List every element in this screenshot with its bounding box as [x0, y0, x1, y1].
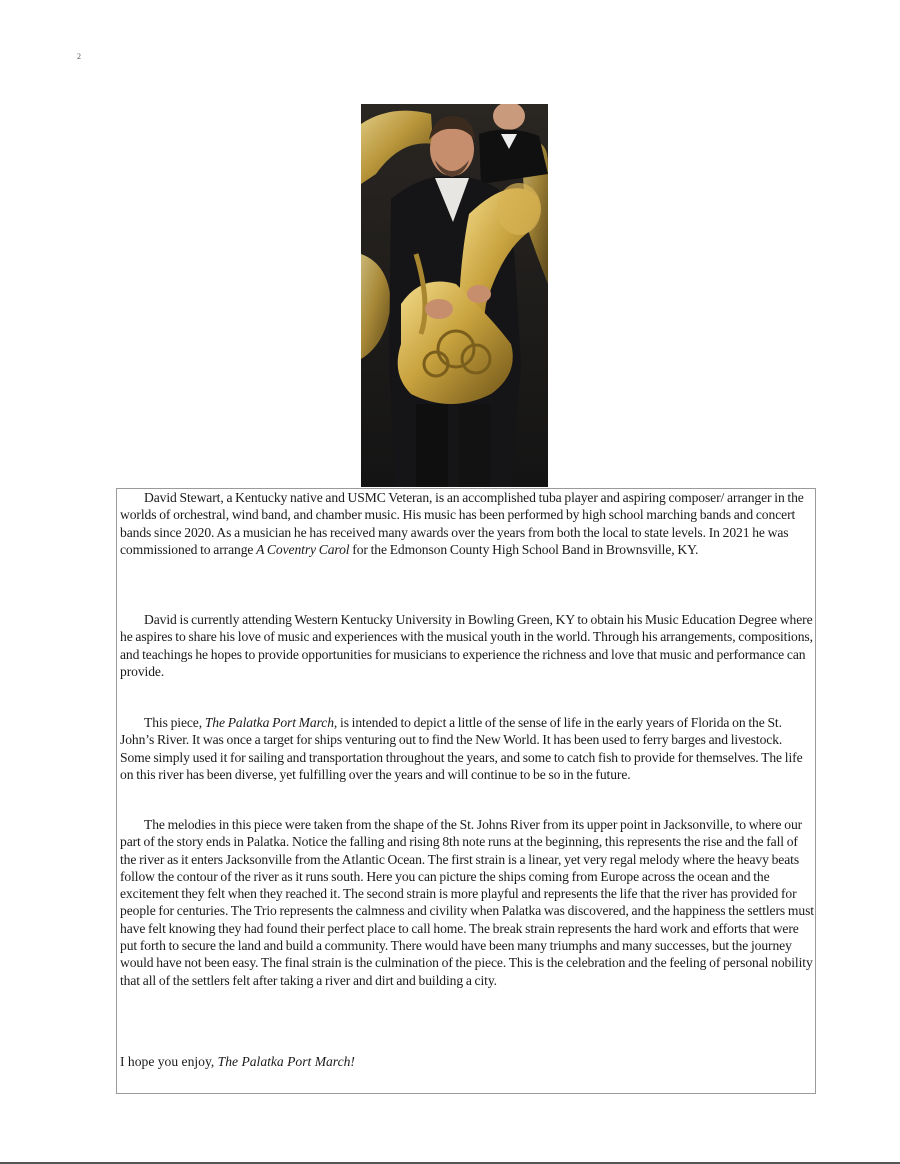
bio-p1-title: A Coventry Carol [256, 541, 350, 557]
bio-p3-title: The Palatka Port March [204, 715, 334, 730]
closing-title: The Palatka Port March! [217, 1054, 355, 1069]
bio-paragraph-1 [120, 489, 814, 558]
portrait-illustration [361, 104, 548, 487]
closing-line [120, 1053, 814, 1070]
closing-text: I hope you enjoy, [120, 1054, 218, 1069]
bio-p1-text-after: for the Edmonson County High School Band in Brownsville, KY. [349, 541, 699, 557]
portrait-photo [361, 104, 548, 487]
bio-paragraph-4: The melodies in this piece were taken from the shape of the St. Johns River from its upper point in Jacksonville, to where our part of the story ends in Palatka. Notice the falling and rising 8th note runs at the beginning, this represents the rise and the fall of the river as it enters Jacksonville from the Atlantic Ocean. The first strain is a linear, yet very regal melody where the heavy beats follow the contour of the river as it runs south. Here you can picture the ships coming from Europe across the ocean and the excitement they felt when they reached it. The second strain is more playful and represents the life that the river has provided for people for centuries. The Trio represents the calmness and civility when Palatka was discovered, and the happiness the settlers must have felt knowing they had found their perfect place to call home. The break strain represents the hard work and efforts that were put forth to secure the land and build a community. There would have been many triumphs and many successes, but the journey would have not been easy. The final strain is the culmination of the piece. This is the celebration and the feeling of personal nobility that all of the settlers felt after taking a river and dirt and building a city. [120, 817, 814, 988]
bio-paragraph-2: David is currently attending Western Kentucky University in Bowling Green, KY to obtain his Music Education Degree where he aspires to share his love of music and experiences with the musical youth in the world. Through his arrangements, compositions, and teachings he hopes to provide opportunities for musicians to experience the richness and love that music and performance can provide. [120, 612, 813, 679]
bio-p3-text-before: This piece, [144, 715, 205, 730]
bio-paragraph-3 [120, 714, 814, 783]
bio-p3-text-after: , is intended to depict a little of the sense of life in the early years of Florida on the St. John’s River. It was once a target for ships venturing out to find the New World. It has been used to ferry barges and livestock. Some simply used it for sailing and transportation throughout the years, and some to catch fish to provide for themselves. The life on this river has been diverse, yet fulfilling over the years and will continue to be so in the future. [120, 715, 803, 782]
biography-box [116, 488, 816, 1094]
bio-p1-text-before: David Stewart, a Kentucky native and USMC Veteran, is an accomplished tuba player and aspiring composer/ arranger in the worlds of orchestral, wind band, and chamber music. His music has been performed by high school marching bands and concert bands since 2020. As a musician he has received many awards over the years from both the local to state levels. In 2021 he was commissioned to arrange [120, 490, 804, 557]
page-number: 2 [77, 52, 81, 61]
